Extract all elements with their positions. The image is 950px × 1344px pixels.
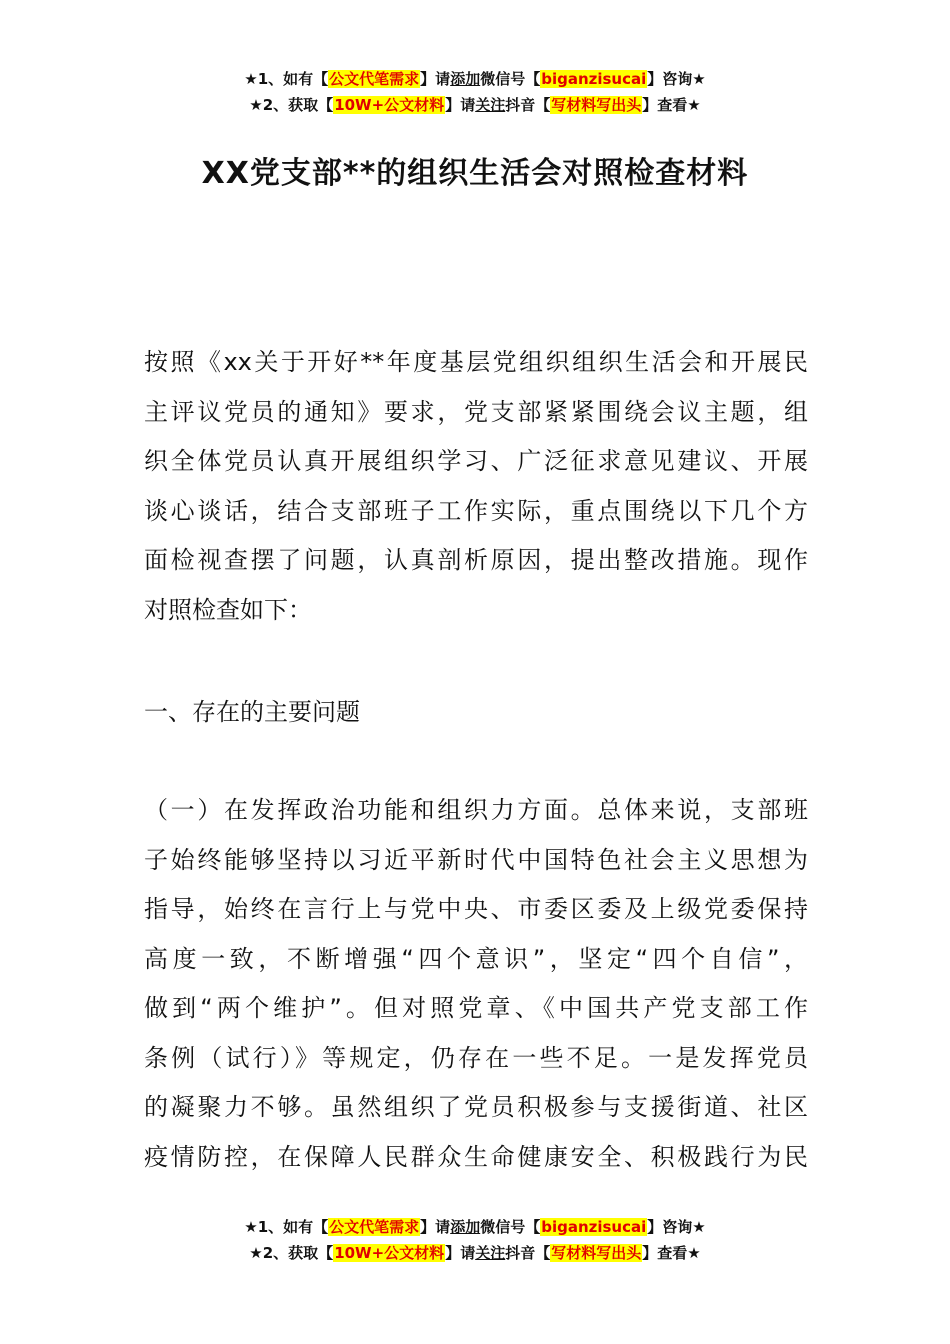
paragraph-line: 织全体党员认真开展组织学习、广泛征求意见建议、开展 (144, 447, 808, 475)
intro-paragraph (144, 338, 808, 635)
paragraph-line: 对照检查如下： (144, 595, 312, 624)
section-1-paragraph (144, 786, 808, 1182)
paragraph-line: （一）在发挥政治功能和组织力方面。总体来说，支部班 (144, 796, 808, 824)
banner-line-1: ★1、如有【公文代笔需求】请添加微信号【biganzisucai】咨询★ (244, 1218, 706, 1236)
document-title: XX党支部**的组织生活会对照检查材料 (201, 156, 749, 191)
banner-highlight: biganzisucai (541, 1218, 647, 1236)
paragraph-line: 条例（试行）》等规定，仍存在一些不足。一是发挥党员 (144, 1043, 808, 1072)
paragraph-line: 谈心谈话，结合支部班子工作实际，重点围绕以下几个方 (144, 496, 808, 525)
banner-highlight: 公文代笔需求 (329, 70, 420, 88)
banner-highlight: 10W+公文材料 (334, 96, 445, 114)
paragraph-line: 主评议党员的通知》要求，党支部紧紧围绕会议主题，组 (144, 397, 808, 426)
banner-highlight: biganzisucai (541, 70, 647, 88)
paragraph-line: 按照《xx关于开好**年度基层党组织组织生活会和开展民 (144, 348, 808, 376)
paragraph-line: 指导，始终在言行上与党中央、市委区委及上级党委保持 (144, 895, 808, 923)
paragraph-line: 做到“两个维护”。但对照党章、《中国共产党支部工作 (144, 994, 808, 1022)
bottom-banner (0, 1214, 950, 1266)
banner-line-2: ★2、获取【10W+公文材料】请关注抖音【写材料写出头】查看★ (249, 96, 701, 114)
banner-line-2: ★2、获取【10W+公文材料】请关注抖音【写材料写出头】查看★ (249, 1244, 701, 1262)
paragraph-line: 高度一致，不断增强“四个意识”，坚定“四个自信”， (144, 944, 808, 973)
section-heading: 一、存在的主要问题 (144, 698, 360, 726)
banner-highlight: 写材料写出头 (551, 96, 642, 114)
paragraph-line: 子始终能够坚持以习近平新时代中国特色社会主义思想为 (144, 845, 808, 874)
banner-highlight: 公文代笔需求 (329, 1218, 420, 1236)
banner-highlight: 写材料写出头 (551, 1244, 642, 1262)
banner-line-1: ★1、如有【公文代笔需求】请添加微信号【biganzisucai】咨询★ (244, 70, 706, 88)
top-banner (0, 66, 950, 118)
paragraph-line: 疫情防控，在保障人民群众生命健康安全、积极践行为民 (144, 1142, 808, 1171)
banner-highlight: 10W+公文材料 (334, 1244, 445, 1262)
paragraph-line: 面检视查摆了问题，认真剖析原因，提出整改措施。现作 (144, 546, 808, 574)
paragraph-line: 的凝聚力不够。虽然组织了党员积极参与支援街道、社区 (144, 1093, 808, 1121)
